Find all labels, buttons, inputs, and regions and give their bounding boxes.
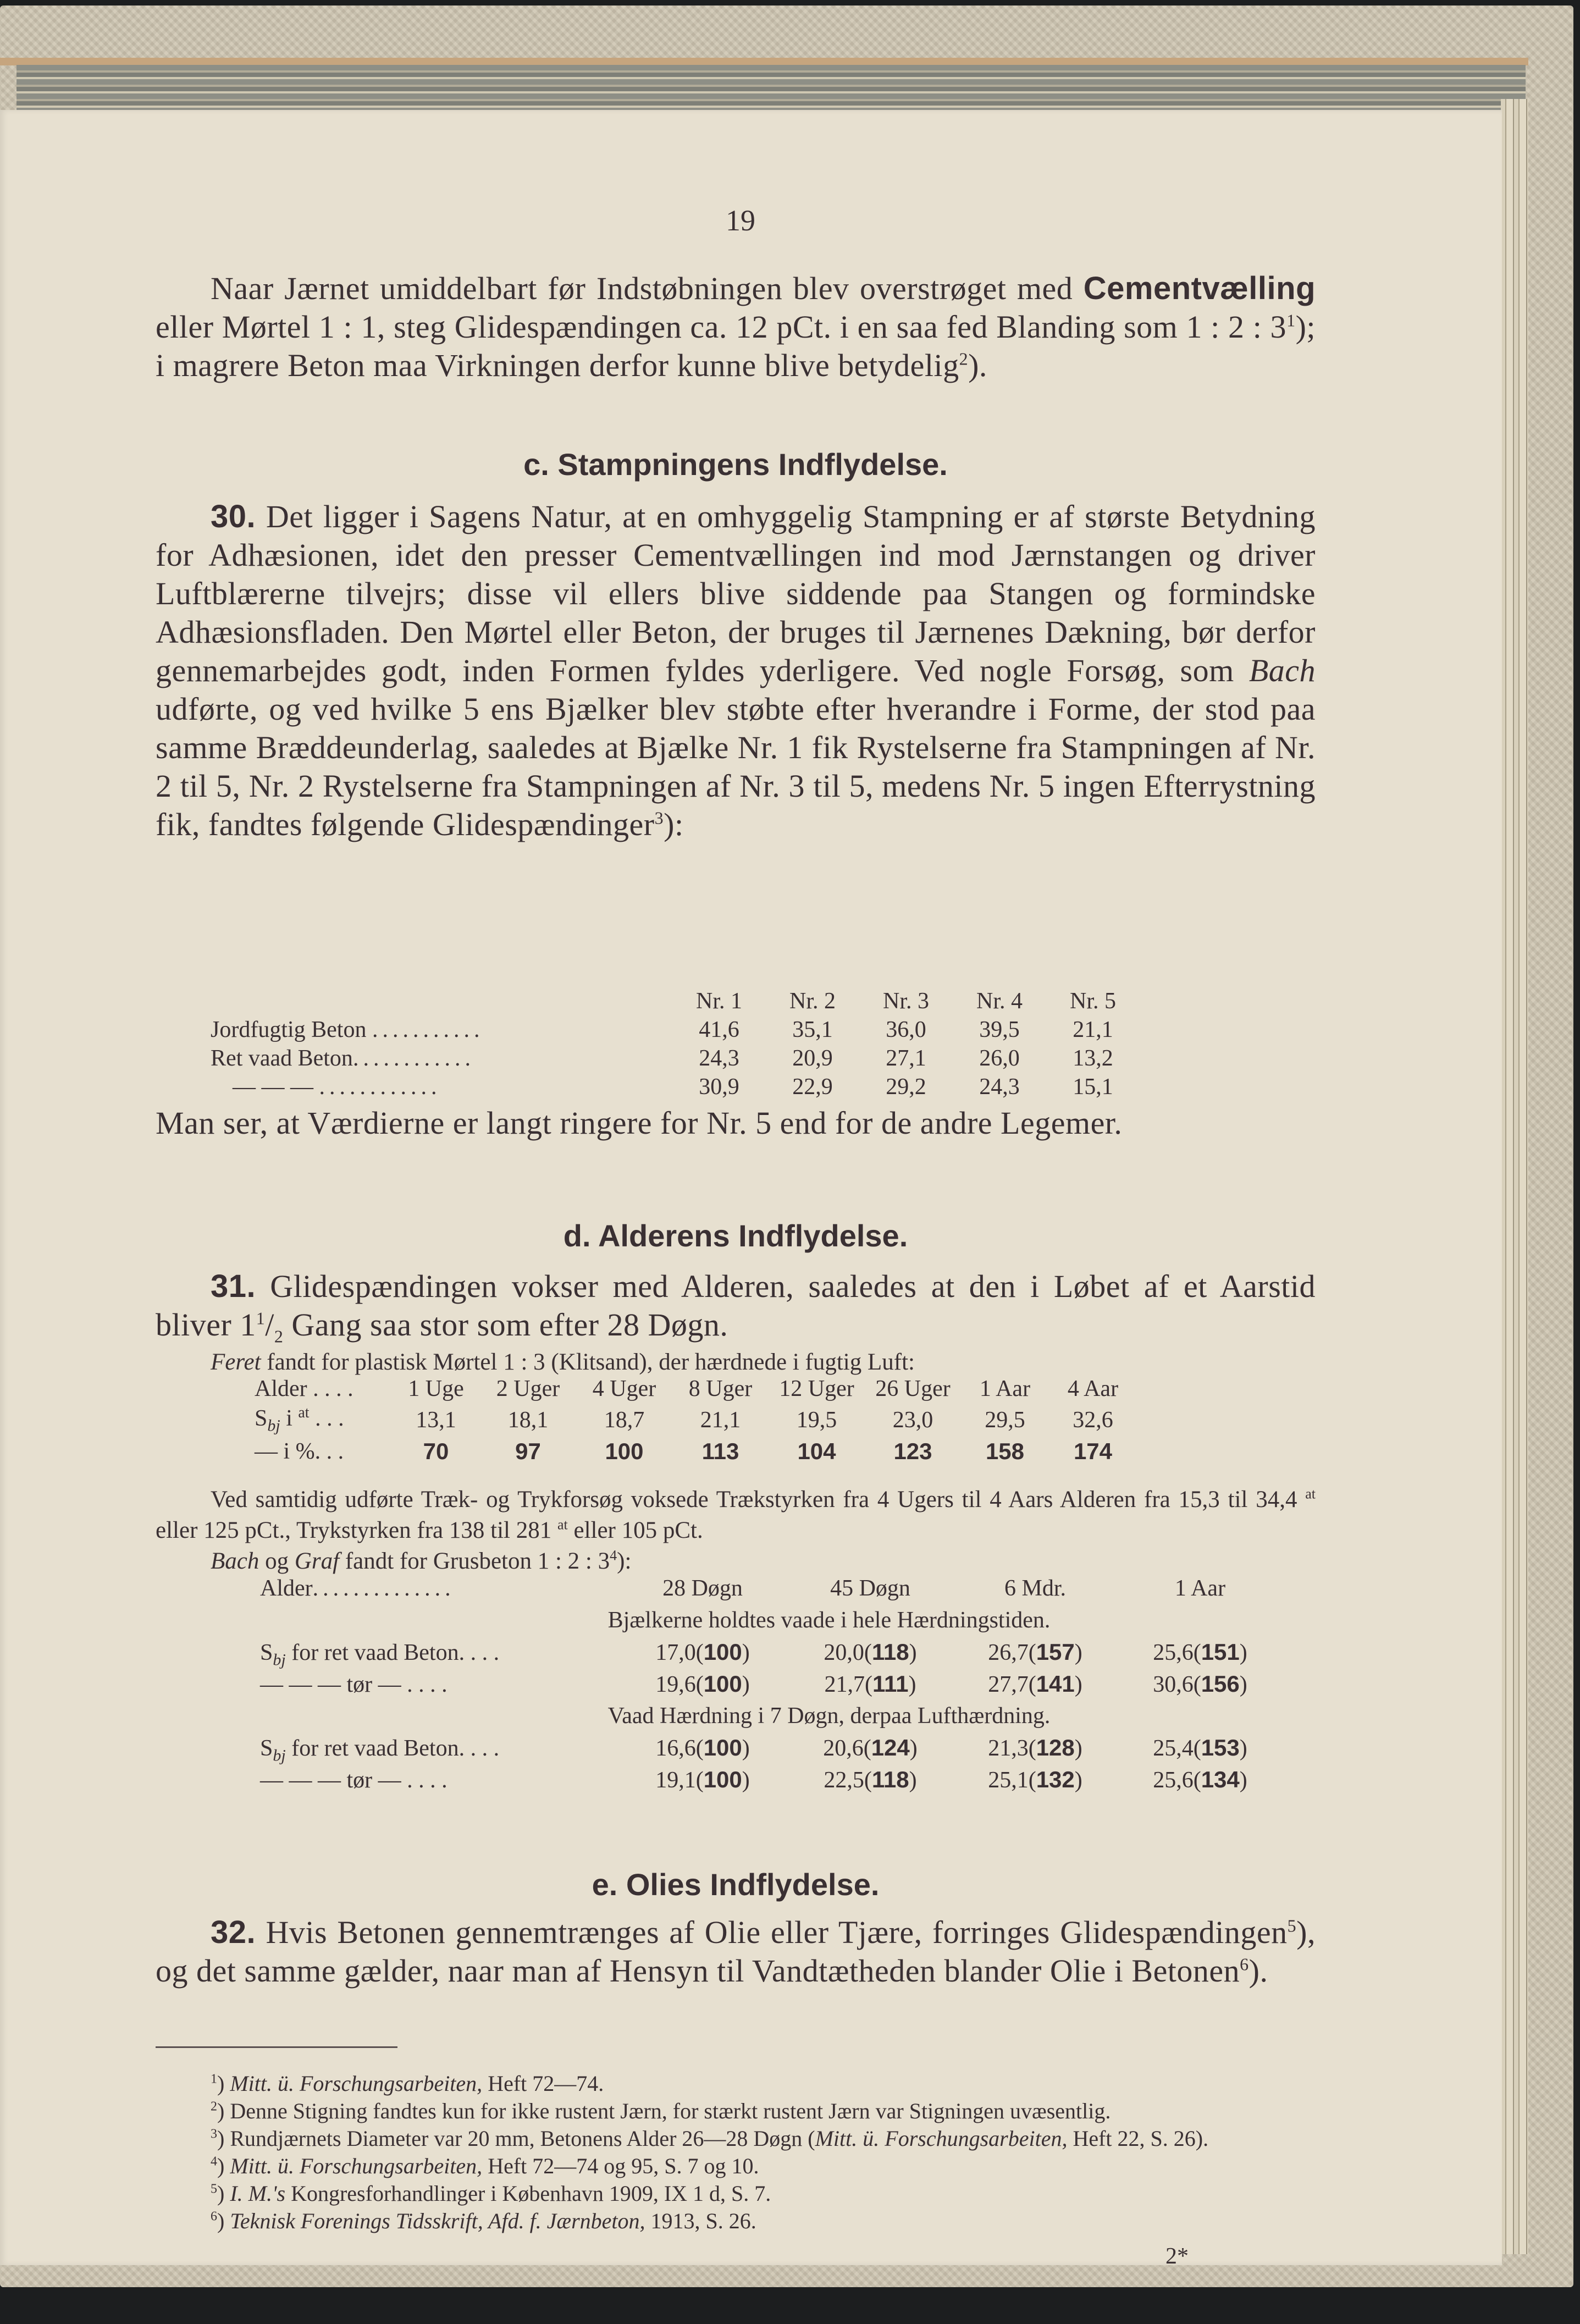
strength-value: 20,0 xyxy=(824,1640,864,1665)
column-header: 1 Uge xyxy=(408,1376,464,1401)
footnote xyxy=(156,2097,1316,2125)
paren: ( xyxy=(695,1736,704,1761)
strength-value: 25,6 xyxy=(1153,1640,1194,1665)
relative-value: 153 xyxy=(1201,1735,1240,1760)
table-cell: 22,9 xyxy=(792,1074,833,1100)
table-cell: 23,0 xyxy=(892,1407,933,1433)
table-cell: 39,5 xyxy=(979,1017,1020,1042)
table-cell: 26,0 xyxy=(979,1046,1020,1071)
footnote-paren: ) xyxy=(217,2209,225,2233)
paren: ) xyxy=(1074,1640,1082,1665)
table-cell: 24,3 xyxy=(979,1074,1020,1100)
table-cell: 97 xyxy=(515,1438,541,1464)
relative-value: 157 xyxy=(1036,1639,1075,1665)
feret-intro xyxy=(211,1347,915,1378)
symbol-subscript: bj xyxy=(267,1416,280,1435)
paragraph-number: 32. xyxy=(211,1914,256,1950)
table-cell xyxy=(788,1639,953,1666)
column-header: 1 Aar xyxy=(1174,1576,1226,1601)
paren: ( xyxy=(695,1640,704,1665)
footnote-mark: 4 xyxy=(211,2154,217,2169)
table-cell: 21,1 xyxy=(700,1407,741,1433)
table-cell: 13,1 xyxy=(416,1407,456,1433)
row-label xyxy=(260,1735,617,1765)
table-cell xyxy=(617,1735,788,1762)
page-stack-top xyxy=(16,65,1526,112)
footnote-text: Denne Stigning fandtes kun for ikke rustent Jærn, for stærkt rustent Jærn var Stigningen uvæsentlig. xyxy=(224,2099,1111,2123)
table-cell xyxy=(953,1639,1118,1666)
paren: ) xyxy=(742,1672,750,1697)
relative-value: 141 xyxy=(1036,1671,1075,1697)
paren: ) xyxy=(909,1640,917,1665)
strength-value: 27,7 xyxy=(988,1672,1029,1697)
strength-value: 19,6 xyxy=(655,1672,696,1697)
table-cell xyxy=(617,1639,788,1666)
paragraph-text: eller 125 pCt., Trykstyrken fra 138 til 281 xyxy=(156,1517,557,1543)
unit-superscript: at xyxy=(298,1404,310,1421)
citation-title: Mitt. ü. Forschungsarbeiten, xyxy=(230,2071,483,2096)
table-cell xyxy=(617,1767,788,1793)
paragraph-text: ): xyxy=(617,1548,632,1574)
relative-value: 128 xyxy=(1036,1735,1075,1760)
unit-superscript: at xyxy=(1305,1486,1316,1502)
age-table-bach-graf xyxy=(260,1575,1332,1798)
intro-text: eller Mørtel 1 : 1, steg Glidespændingen ca. 12 pCt. i en saa fed Blanding som 1 : 2 : 3 xyxy=(156,309,1287,345)
paren: ( xyxy=(1193,1672,1201,1697)
row-label: Ret vaad Beton xyxy=(211,1046,353,1071)
table-row xyxy=(255,1437,1137,1466)
footnote-text: Rundjærnets Diameter var 20 mm, Betonens Alder 26—28 Døgn ( xyxy=(224,2126,815,2151)
paren: ( xyxy=(1028,1640,1036,1665)
fraction-numerator: 1 xyxy=(256,1308,266,1328)
paren: ( xyxy=(1193,1736,1201,1761)
table-cell: 21,1 xyxy=(1073,1017,1113,1042)
table-cell: 18,7 xyxy=(604,1407,645,1433)
table-cell: 123 xyxy=(893,1438,932,1464)
strength-value: 25,1 xyxy=(988,1768,1029,1793)
paren: ( xyxy=(1193,1768,1201,1793)
table-row xyxy=(211,1044,1140,1073)
paragraph-text: ). xyxy=(1248,1953,1268,1989)
footnote-ref[interactable]: 1 xyxy=(1286,310,1296,330)
paren: ( xyxy=(1028,1768,1036,1793)
paren: ( xyxy=(864,1640,872,1665)
table-cell: 174 xyxy=(1073,1438,1113,1464)
row-label xyxy=(255,1403,392,1437)
table-cell xyxy=(788,1671,953,1698)
table-cell: 36,0 xyxy=(886,1017,926,1042)
strength-value: 25,6 xyxy=(1153,1768,1194,1793)
table-cell: 158 xyxy=(985,1438,1025,1464)
table-row-age xyxy=(255,1374,1137,1403)
table-cell: 35,1 xyxy=(792,1017,833,1042)
table-cell: 24,3 xyxy=(699,1046,739,1071)
intro-text: ). xyxy=(968,347,987,383)
book-page xyxy=(0,110,1502,2269)
table-cell: 32,6 xyxy=(1073,1407,1113,1433)
strength-value: 26,7 xyxy=(988,1640,1029,1665)
table-row-age xyxy=(260,1575,1332,1607)
table-cell xyxy=(788,1735,953,1762)
column-header: Nr. 3 xyxy=(883,989,929,1014)
paragraph-text: fandt for Grusbeton 1 : 2 : 3 xyxy=(339,1548,610,1574)
footnote-ref[interactable]: 5 xyxy=(1287,1915,1297,1936)
footnote-ref[interactable]: 2 xyxy=(959,349,969,369)
paren: ) xyxy=(908,1672,916,1697)
paragraph-text: Glidespændingen vokser med Alderen, saaledes at den i Løbet af et Aarstid bliver 1 xyxy=(156,1268,1316,1343)
group-caption: Bjælkerne holdtes vaade i hele Hærdningstiden. xyxy=(607,1608,1051,1633)
table-row xyxy=(211,1073,1140,1101)
paragraph-text: Hvis Betonen gennemtrænges af Olie eller Tjære, forringes Glidespændingen xyxy=(256,1914,1288,1950)
label-text: — — — tør — . . . . xyxy=(260,1768,448,1793)
table-cell xyxy=(1118,1767,1283,1793)
citation-title: I. M.'s xyxy=(230,2181,286,2206)
column-header: Nr. 4 xyxy=(976,989,1023,1014)
footnote-ref[interactable]: 6 xyxy=(1240,1954,1249,1974)
page-edge-gilt xyxy=(0,58,1528,65)
table-cell xyxy=(617,1671,788,1698)
fraction-denominator: 2 xyxy=(274,1326,284,1346)
column-header: 28 Døgn xyxy=(662,1576,743,1601)
paren: ) xyxy=(1074,1736,1082,1761)
table-cell: 20,9 xyxy=(792,1046,833,1071)
paren: ) xyxy=(1239,1768,1247,1793)
row-label xyxy=(260,1640,617,1669)
strength-value: 25,4 xyxy=(1153,1736,1194,1761)
relative-value: 134 xyxy=(1201,1767,1240,1792)
column-header: 4 Aar xyxy=(1067,1376,1119,1401)
author-name: Graf xyxy=(294,1548,340,1574)
intro-text: ); i magrere Beton maa Virkningen derfor kunne blive betydelig xyxy=(156,309,1316,383)
paragraph-text: Gang saa stor som efter 28 Døgn. xyxy=(283,1307,728,1343)
column-header: 6 Mdr. xyxy=(1004,1576,1066,1601)
group-wet-curing xyxy=(260,1639,1332,1703)
table-row xyxy=(260,1639,1332,1671)
paren: ) xyxy=(742,1640,750,1665)
strength-value: 20,6 xyxy=(823,1736,864,1761)
section-c-conclusion: Man ser, at Værdierne er langt ringere for Nr. 5 end for de andre Legemer. xyxy=(156,1105,1123,1141)
group-caption: Vaad Hærdning i 7 Døgn, derpaa Lufthærdning. xyxy=(607,1703,1051,1729)
column-header: 8 Uger xyxy=(688,1376,753,1401)
symbol-subscript: bj xyxy=(273,1746,286,1765)
footnote-paren: ) xyxy=(217,2071,225,2096)
footnote-mark: 5 xyxy=(211,2182,217,2196)
relative-value: 118 xyxy=(871,1639,909,1665)
footnote-list xyxy=(156,2070,1316,2235)
citation-title: Mitt. ü. Forschungsarbeiten, xyxy=(230,2154,483,2178)
footnote xyxy=(156,2207,1316,2235)
footnote-mark: 6 xyxy=(211,2209,217,2224)
footnote xyxy=(156,2180,1316,2207)
footnote-text: 1913, S. 26. xyxy=(645,2209,756,2233)
group-wet-then-air xyxy=(260,1735,1332,1798)
strength-value: 21,3 xyxy=(988,1736,1029,1761)
paren: ( xyxy=(1028,1672,1036,1697)
row-label: Alder xyxy=(260,1576,313,1601)
footnote-mark: 2 xyxy=(211,2099,217,2114)
column-header: 1 Aar xyxy=(979,1376,1031,1401)
paragraph-text: Det ligger i Sagens Natur, at en omhyggelig Stampning er af største Betydning for Adhæsionen, idet den presser Cementvællingen ind mod Jærnstangen og driver Luftblærerne tilvejrs; disse vil ellers blive siddende paa Stangen og formindske Adhæsionsfladen. Den Mørtel eller Beton, der bruges til Jærnenes Dækning, bør derfor gennemarbejdes godt, inden Formen fyldes yderligere. Ved nogle Forsøg, som xyxy=(156,499,1316,688)
table-cell: 30,9 xyxy=(699,1074,739,1100)
relative-value: 100 xyxy=(703,1767,742,1792)
footnote-paren: ) xyxy=(217,2154,225,2178)
table-row xyxy=(211,1015,1140,1044)
table-cell: 27,1 xyxy=(886,1046,926,1071)
paragraph-text: Ved samtidig udførte Træk- og Trykforsøg voksede Trækstyrken fra 4 Ugers til 4 Aars Alderen fra 15,3 til 34,4 xyxy=(211,1487,1306,1512)
table-cell: 104 xyxy=(797,1438,836,1464)
intro-bold-term: Cementvælling xyxy=(1083,271,1316,306)
strength-value: 16,6 xyxy=(655,1736,696,1761)
paren: ) xyxy=(1239,1672,1247,1697)
footnote-paren: ) xyxy=(217,2181,225,2206)
paragraph-text: udførte, og ved hvilke 5 ens Bjælker blev støbte efter hverandre i Forme, der stod paa samme Bræddeunderlag, saaledes at Bjælke Nr. 1 fik Rystelserne fra Stampningen af Nr. 2 til 5, Nr. 2 Rystelserne fra Stampningen af Nr. 3 til 5, medens Nr. 5 ingen Efterrystning fik, fandtes følgende Glidespændinger xyxy=(156,691,1316,842)
footnote-paren: ) xyxy=(217,2099,225,2123)
strength-value: 30,6 xyxy=(1153,1672,1194,1697)
table-row xyxy=(260,1671,1332,1703)
paren: ( xyxy=(865,1672,873,1697)
table-cell xyxy=(1118,1639,1283,1666)
footnote-text: Kongresforhandlinger i København 1909, IX 1 d, S. 7. xyxy=(285,2181,771,2206)
section-heading: c. Stampningens Indflydelse. xyxy=(523,447,948,482)
paragraph-number: 30. xyxy=(211,499,256,534)
row-label: Jordfugtig Beton xyxy=(211,1017,367,1042)
paren: ) xyxy=(909,1736,918,1761)
row-label xyxy=(260,1671,617,1698)
citation-title: Teknisk Forenings Tidsskrift, Afd. f. Jærnbeton, xyxy=(230,2209,645,2233)
author-name: Bach xyxy=(211,1548,259,1574)
symbol-s: S xyxy=(260,1640,273,1665)
paragraph-text: eller 105 pCt. xyxy=(567,1517,703,1543)
footnote-mark: 1 xyxy=(211,2072,217,2086)
signature-mark: 2* xyxy=(1165,2244,1189,2269)
footnote-divider xyxy=(156,2046,397,2048)
column-header: 4 Uger xyxy=(592,1376,656,1401)
label-text: for ret vaad Beton. . . . xyxy=(291,1640,500,1665)
table-row xyxy=(260,1735,1332,1767)
relative-value: 100 xyxy=(703,1671,742,1697)
footnote-ref[interactable]: 4 xyxy=(610,1547,617,1564)
paren: ) xyxy=(1239,1736,1247,1761)
page-stack-right xyxy=(1501,99,1528,2254)
table-cell: 18,1 xyxy=(507,1407,549,1433)
symbol-s: S xyxy=(260,1736,273,1761)
paren: ( xyxy=(863,1736,871,1761)
label-text: for ret vaad Beton. . . . xyxy=(291,1736,500,1761)
table-cell xyxy=(1118,1735,1283,1762)
table-cell xyxy=(788,1767,953,1793)
column-header: 12 Uger xyxy=(779,1376,854,1401)
row-label: — — — xyxy=(233,1074,313,1100)
paren: ( xyxy=(695,1768,704,1793)
table-cell: 29,5 xyxy=(985,1407,1025,1433)
column-header: 26 Uger xyxy=(875,1376,951,1401)
unit-superscript: at xyxy=(557,1516,568,1533)
author-name: Feret xyxy=(211,1349,261,1375)
footnote-ref[interactable]: 3 xyxy=(654,808,664,828)
table-row xyxy=(260,1767,1332,1798)
section-heading: d. Alderens Indflydelse. xyxy=(563,1218,908,1253)
table-cell: 70 xyxy=(423,1438,449,1464)
relative-value: 132 xyxy=(1036,1767,1075,1792)
column-header: 2 Uger xyxy=(496,1376,560,1401)
label-text: — — — tør — . . . . xyxy=(260,1672,448,1697)
section-heading: e. Olies Indflydelse. xyxy=(592,1867,880,1902)
relative-value: 156 xyxy=(1201,1671,1240,1697)
footnote xyxy=(156,2125,1316,2152)
paren: ( xyxy=(1193,1640,1201,1665)
table-cell xyxy=(1118,1671,1283,1698)
age-table-feret xyxy=(255,1374,1137,1466)
paren: ( xyxy=(864,1768,872,1793)
bach-graf-intro xyxy=(211,1546,631,1577)
paren: ) xyxy=(742,1768,750,1793)
relative-value: 118 xyxy=(871,1767,909,1792)
relative-value: 100 xyxy=(703,1735,742,1760)
leader-dots: ........... xyxy=(372,1017,484,1042)
section-c-paragraph xyxy=(156,498,1316,844)
footnote-text: Heft 72—74 og 95, S. 7 og 10. xyxy=(482,2154,759,2178)
footnote xyxy=(156,2070,1316,2097)
table-cell: 19,5 xyxy=(796,1407,837,1433)
footnote xyxy=(156,2152,1316,2180)
author-name: Bach xyxy=(1248,653,1316,688)
column-header: Nr. 1 xyxy=(696,989,742,1014)
table-cell xyxy=(953,1767,1118,1793)
relative-value: 124 xyxy=(871,1735,910,1760)
table-cell: 29,2 xyxy=(886,1074,926,1100)
relative-value: 151 xyxy=(1201,1639,1240,1665)
paren: ) xyxy=(909,1768,917,1793)
symbol-subscript: bj xyxy=(273,1650,286,1669)
footnotes xyxy=(156,1936,1316,2235)
table-header-row xyxy=(211,987,1140,1015)
paragraph-text: fandt for plastisk Mørtel 1 : 3 (Klitsand), der hærdnede i fugtig Luft: xyxy=(261,1349,915,1375)
paren: ) xyxy=(742,1736,750,1761)
label-text: i xyxy=(280,1405,299,1431)
strength-value: 17,0 xyxy=(655,1640,696,1665)
footnote-text: Heft 72—74. xyxy=(482,2071,604,2096)
strength-value: 21,7 xyxy=(824,1672,865,1697)
strength-value: 19,1 xyxy=(655,1768,696,1793)
strength-value: 22,5 xyxy=(824,1768,864,1793)
table-cell: 113 xyxy=(701,1438,739,1464)
page-number: 19 xyxy=(726,204,755,237)
table-cell: 41,6 xyxy=(699,1017,739,1042)
paren: ( xyxy=(1028,1736,1036,1761)
table-cell xyxy=(953,1671,1118,1698)
table-row xyxy=(255,1403,1137,1437)
intro-text: Naar Jærnet umiddelbart før Indstøbningen blev overstrøget med xyxy=(211,271,1084,306)
paragraph-text: ): xyxy=(664,807,684,842)
tension-compression-note xyxy=(156,1484,1316,1546)
stamping-table xyxy=(211,987,1140,1101)
paragraph-text: og xyxy=(259,1548,295,1574)
leader-dots: . . . xyxy=(315,1405,344,1431)
row-label: Alder . . . . xyxy=(255,1376,353,1401)
paragraph-text: ), og det samme gælder, naar man af Hensyn til Vandtætheden blander Olie i Betonen xyxy=(156,1914,1316,1989)
citation-title: Mitt. ü. Forschungsarbeiten, xyxy=(815,2126,1068,2151)
paren: ( xyxy=(695,1672,704,1697)
section-d-paragraph: 31. Glidespændingen vokser med Alderen, saaledes at den i Løbet af et Aarstid bliver $1^1/_2$ Gang saa stor som efter 28 Døgn. xyxy=(156,1268,1316,1346)
column-header: 45 Døgn xyxy=(830,1576,910,1601)
table-cell: 15,1 xyxy=(1073,1074,1113,1100)
relative-value: 111 xyxy=(872,1671,909,1697)
column-header: Nr. 2 xyxy=(789,989,836,1014)
table-cell xyxy=(953,1735,1118,1762)
paragraph-number: 31. xyxy=(211,1268,256,1304)
paren: ) xyxy=(1074,1768,1082,1793)
relative-value: 100 xyxy=(703,1639,742,1665)
table-cell: 13,2 xyxy=(1073,1046,1113,1071)
paren: ) xyxy=(1074,1672,1082,1697)
row-label: — i %. . . xyxy=(255,1439,344,1464)
column-header: Nr. 5 xyxy=(1070,989,1116,1014)
symbol-s: S xyxy=(255,1405,268,1431)
leader-dots: .............. xyxy=(312,1576,455,1601)
leader-dots: ............ xyxy=(319,1074,441,1100)
footnote-mark: 3 xyxy=(211,2127,217,2141)
row-label xyxy=(260,1767,617,1793)
paren: ) xyxy=(1239,1640,1247,1665)
leader-dots: ............ xyxy=(352,1046,475,1071)
footnote-text: Heft 22, S. 26). xyxy=(1067,2126,1209,2151)
intro-paragraph xyxy=(156,269,1316,385)
table-cell: 100 xyxy=(605,1438,644,1464)
footnote-paren: ) xyxy=(217,2126,225,2151)
